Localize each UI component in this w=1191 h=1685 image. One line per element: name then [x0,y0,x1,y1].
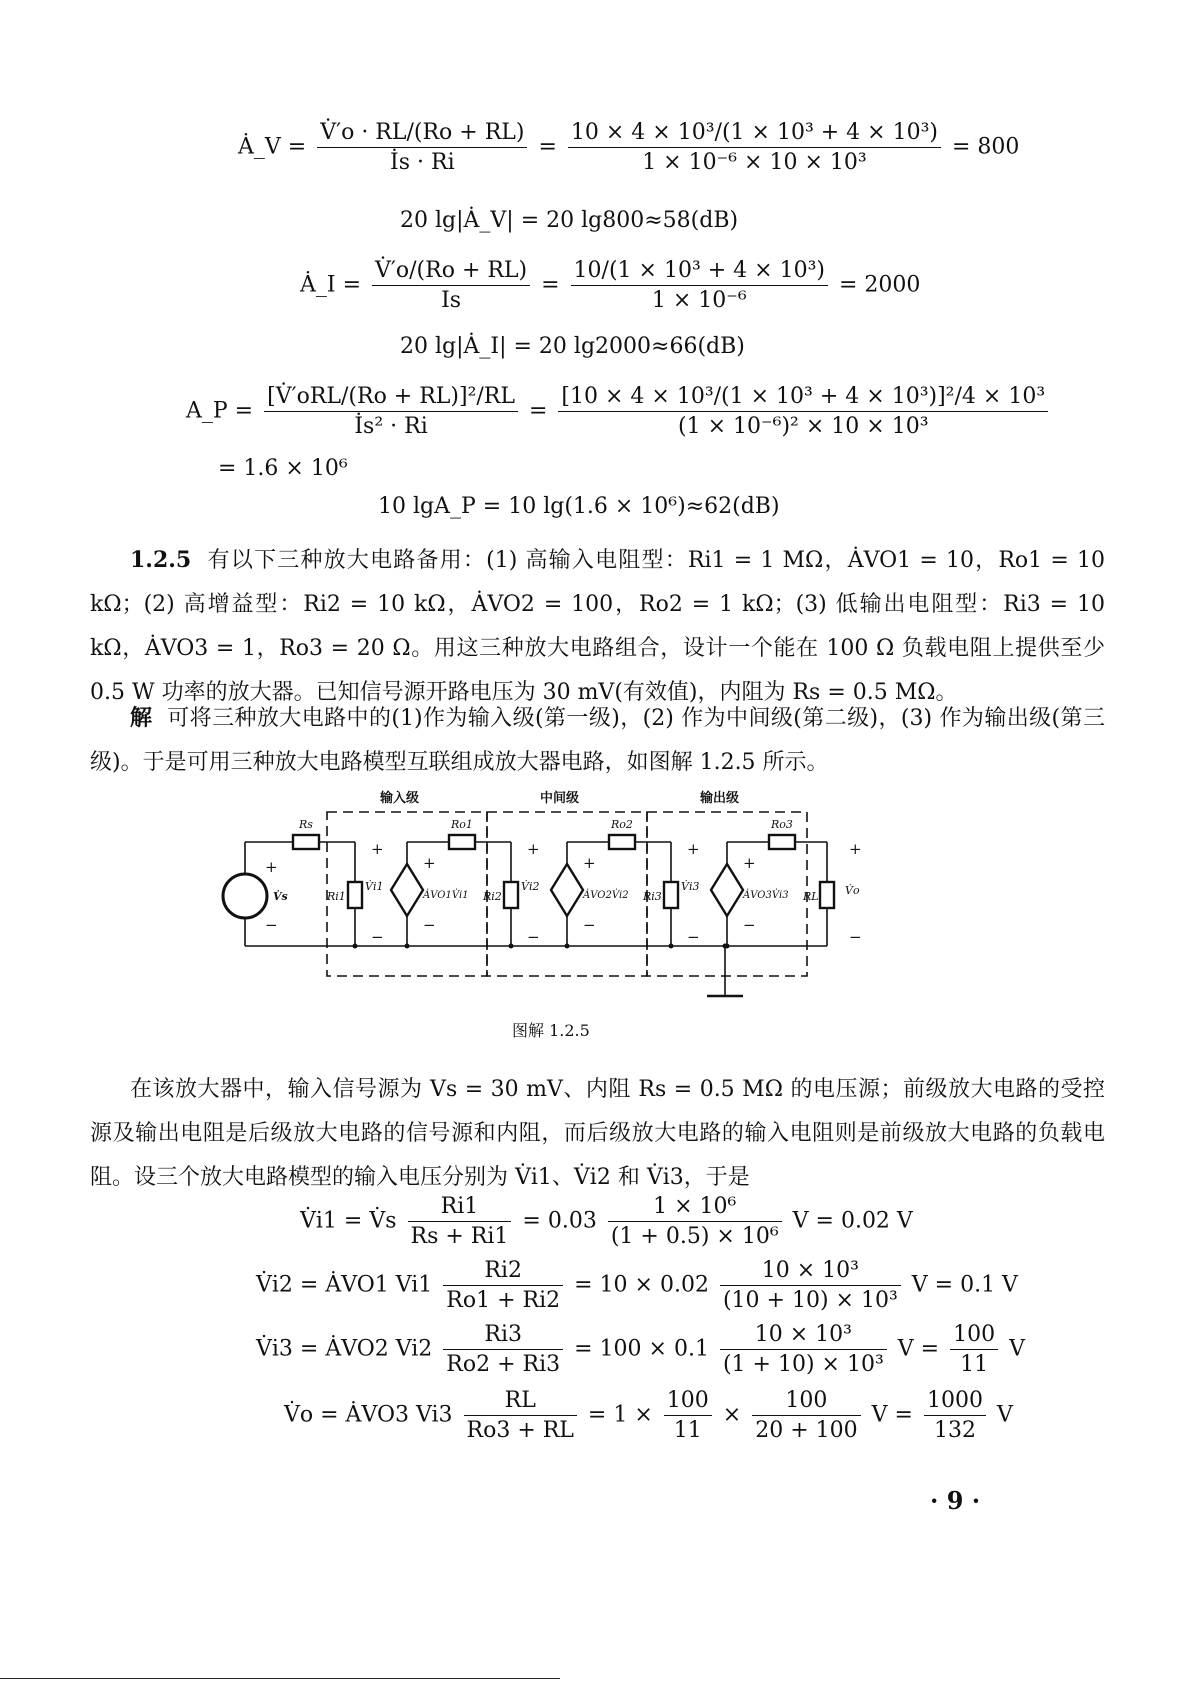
svg-text:+: + [423,854,436,872]
voltage-source-circle [223,874,267,918]
label-vi3: V̇i3 [681,880,700,893]
circuit-diagram [215,782,875,1012]
label-vi2: V̇i2 [521,880,540,893]
svg-text:+: + [265,858,278,876]
label-input-stage: 输入级 [380,791,420,806]
eq-ap-lhs: A_P = [186,398,254,424]
label-output-stage: 输出级 [700,791,740,806]
figure-caption: 图解 1.2.5 [512,1021,590,1040]
stage-boxes [327,812,807,976]
eq-vi1: V̇i1 = V̇s $\frac{Ri1}{Rs + Ri1}$ = 0.03 $\frac{\text{1 × 10⁶}}{\text{(1 + 0.5) × 10⁶}}$ V = 0.02 V [300,1194,913,1249]
label-ro1: Ro1 [451,818,473,831]
svg-text:+: + [583,854,596,872]
svg-text:−: − [423,916,436,934]
eq-vi2: V̇i2 = ȦVO1 Vi1 $\frac{Ri2}{Ro1 + Ri2}$ = 10 × 0.02 $\frac{\text{10 × 10³}}{\text{(10 + 10) × 10³}}$ V = 0.1 V [256,1258,1018,1313]
svg-text:+: + [743,854,756,872]
problem-text: 有以下三种放大电路备用：(1) 高输入电阻型：Ri1 = 1 MΩ，ȦVO1 = 10，Ro1 = 10 kΩ；(2) 高增益型：Ri2 = 10 kΩ，ȦVO2 = 100，Ro2 = 1 kΩ；(3) 低输出电阻型：Ri3 = 10 kΩ，ȦVO3 = 1，Ro3 = 20 Ω。用这三种放大电路组合，设计一个能在 100 Ω 负载电阻上提供至少 0.5 W 功率的放大器。已知信号源开路电压为 30 mV(有效值)，内阻为 Rs = 0.5 MΩ。 [90,548,1105,705]
label-vo: V̇o [845,884,860,897]
analysis-paragraph: 在该放大器中，输入信号源为 Vs = 30 mV、内阻 Rs = 0.5 MΩ 的电压源；前级放大电路的受控源及输出电阻是后级放大电路的信号源和内阻，而后级放大电路的输入电阻则是前级放大电路的负载电阻。设三个放大电路模型的输入电压分别为 V̇i1、V̇i2 和 V̇i3，于是 [90,1077,1105,1190]
eq-ai: Ȧ_I = $\frac{V̇'o/(Ro + RL)}{Is}$ = $\frac{\text{10/(1 × 10³ + 4 × 10³)}}{\text{1 × 10⁻⁶}}$ = 2000 [300,258,921,313]
dependent-source-1 [391,864,423,916]
label-vi1: V̇i1 [365,880,384,893]
label-rl: RL [803,890,819,903]
svg-text:+: + [849,840,862,858]
resistor-ro3 [769,835,795,849]
eq-av-frac2: $\frac{\text{10 × 4 × 10³/(1 × 10³ + 4 × 10³)}}{\text{1 × 10⁻⁶ × 10 × 10³}}$ [568,120,941,175]
resistor-ri1 [348,882,362,908]
label-middle-stage: 中间级 [540,791,580,806]
svg-text:−: − [527,928,540,946]
eq-av: Ȧ_V = $\frac{V̇'o \cdot RL/(Ro + RL)}{İs \cdot Ri}$ = $\frac{\text{10 × 4 × 10³/(1 × 10³ + 4 × 10³)}}{\text{1 × 10⁻⁶ × 10 × 10³}}$ = 800 [238,120,1020,175]
label-src3: ȦVO3V̇i3 [743,890,789,901]
solution-label: 解 [130,705,153,731]
eq-vi3: V̇i3 = ȦVO2 Vi2 $\frac{Ri3}{Ro2 + Ri3}$ = 100 × 0.1 $\frac{\text{10 × 10³}}{\text{(1 + 10) × 10³}}$ V = $\frac{100}{11}$ V [256,1322,1025,1377]
eq-vo: V̇o = ȦVO3 Vi3 $\frac{RL}{Ro3 + RL}$ = 1 × $\frac{100}{11}$ × $\frac{100}{20 + 100}$ V = $\frac{1000}{132}$ V [284,1388,1013,1443]
svg-text:−: − [371,928,384,946]
label-vs: V̇s [273,890,288,903]
page-number: · 9 · [930,1486,981,1515]
eq-av-lhs: Ȧ_V = [238,134,307,160]
label-ri1: Ri1 [327,890,346,903]
label-ro3: Ro3 [771,818,793,831]
resistor-rl [820,882,834,908]
eq-av-frac1: $\frac{V̇'o \cdot RL/(Ro + RL)}{İs \cdot Ri}$ [317,120,527,175]
eq-ai-db: 20 lg|Ȧ_I| = 20 lg2000≈66(dB) [400,334,745,359]
eq-ai-frac1: $\frac{V̇'o/(Ro + RL)}{Is}$ [372,258,530,313]
label-src2: ȦVO2V̇i2 [583,890,629,901]
bottom-rule [0,1678,560,1679]
eq-ai-frac2: $\frac{\text{10/(1 × 10³ + 4 × 10³)}}{\text{1 × 10⁻⁶}}$ [571,258,828,313]
problem-paragraph [90,538,1105,715]
svg-text:−: − [265,916,278,934]
label-ri3: Ri3 [643,890,662,903]
resistor-ri3 [664,882,678,908]
eq-av-result: = 800 [952,134,1020,160]
label-ri2: Ri2 [483,890,502,903]
dependent-source-3 [711,864,743,916]
svg-text:+: + [687,840,700,858]
label-rs: Rs [299,818,313,831]
svg-text:+: + [371,840,384,858]
eq-ap-result: = 1.6 × 10⁶ [218,456,348,481]
eq-ap: A_P = $\frac{\text{[V̇′oRL/(Ro + RL)]²/RL}}{\text{İs² · Ri}}$ = $\frac{\text{[10 × 4 × 10³/(1 × 10³ + 4 × 10³)]²/4 × 10³}}{\text{(1 × 10⁻⁶)² × 10 × 10³}}$ [186,384,1052,439]
eq-ai-result: = 2000 [839,272,921,298]
resistor-ro2 [609,835,635,849]
svg-text:−: − [687,928,700,946]
label-src1: ȦVO1V̇i1 [423,890,469,901]
problem-number: 1.2.5 [130,547,192,573]
eq-ai-lhs: Ȧ_I = [300,272,362,298]
resistor-ri2 [504,882,518,908]
eq-ap-frac2: $\frac{\text{[10 × 4 × 10³/(1 × 10³ + 4 × 10³)]²/4 × 10³}}{\text{(1 × 10⁻⁶)² × 10 × 10³}}$ [558,384,1048,439]
resistor-ro1 [449,835,475,849]
eq-ap-frac1: $\frac{\text{[V̇′oRL/(Ro + RL)]²/RL}}{\text{İs² · Ri}}$ [264,384,518,439]
solution-paragraph [90,696,1105,785]
solution-text: 可将三种放大电路中的(1)作为输入级(第一级)，(2) 作为中间级(第二级)，(3) 作为输出级(第三级)。于是可用三种放大电路模型互联组成放大器电路，如图解 1.2.5 所示。 [90,706,1105,775]
svg-text:+: + [527,840,540,858]
label-ro2: Ro2 [611,818,633,831]
resistor-rs [293,835,319,849]
svg-text:−: − [743,916,756,934]
eq-ap-db: 10 lgA_P = 10 lg(1.6 × 10⁶)≈62(dB) [378,494,780,519]
svg-text:−: − [583,916,596,934]
svg-text:−: − [849,928,862,946]
dependent-source-2 [551,864,583,916]
eq-av-db: 20 lg|Ȧ_V| = 20 lg800≈58(dB) [400,208,739,233]
